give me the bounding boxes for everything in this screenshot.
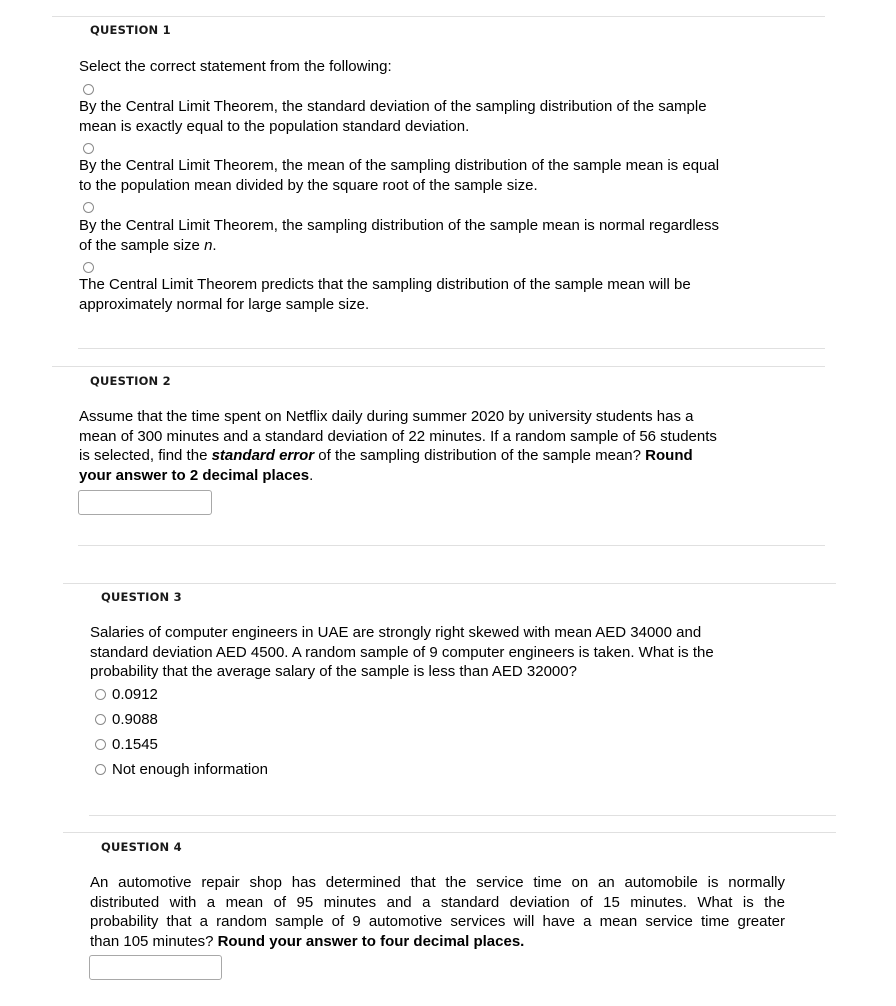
q4-round-instruction: Round your answer to four decimal places.: [217, 932, 525, 950]
q1-option-3-text: [79, 216, 719, 255]
q2-line-4-end: .: [309, 466, 314, 484]
divider: [78, 348, 825, 349]
q3-option-2-text: 0.9088: [112, 711, 158, 728]
q2-line-4: [79, 466, 717, 486]
question-2-prompt: [79, 407, 717, 485]
q1-option-2-text: [79, 156, 719, 195]
q1-option-1-line2: mean is exactly equal to the population standard deviation.: [79, 117, 470, 135]
q1-option-1-radio[interactable]: [83, 84, 94, 95]
q1-option-3-line1: By the Central Limit Theorem, the sampling distribution of the sample mean is normal regardless: [79, 217, 720, 234]
q1-option-4-line2: approximately normal for large sample size.: [79, 295, 370, 313]
q2-line-2: mean of 300 minutes and a standard deviation of 22 minutes. If a random sample of 56 students: [79, 427, 717, 445]
q1-option-2-radio[interactable]: [83, 143, 94, 154]
q1-option-4-line1: The Central Limit Theorem predicts that the sampling distribution of the sample mean will be: [79, 276, 691, 293]
q4-line-2: distributed with a mean of 95 minutes and a standard deviation of 15 minutes. What is the: [90, 893, 785, 911]
q4-line-4: [90, 932, 785, 952]
question-1-label: QUESTION 1: [90, 23, 171, 37]
q4-answer-input[interactable]: [89, 955, 222, 980]
divider: [89, 815, 836, 816]
q3-option-3-text: 0.1545: [112, 736, 158, 753]
q3-option-1-radio[interactable]: [95, 689, 106, 700]
q3-line-1: Salaries of computer engineers in UAE are strongly right skewed with mean AED 34000 and: [90, 624, 702, 641]
divider: [52, 16, 825, 17]
question-3-prompt: [90, 623, 714, 682]
q3-option-4-radio[interactable]: [95, 764, 106, 775]
q1-option-4-radio[interactable]: [83, 262, 94, 273]
q1-option-3-line2-end: .: [212, 236, 217, 254]
q1-option-2-line1: By the Central Limit Theorem, the mean of the sampling distribution of the sample mean is equal: [79, 157, 720, 174]
q4-line-3: probability that a random sample of 9 automotive services will have a mean service time greater: [90, 913, 785, 930]
q2-line-3: [79, 446, 717, 466]
q4-line-1: An automotive repair shop has determined that the service time on an automobile is normally: [90, 874, 785, 891]
divider: [63, 583, 836, 584]
q1-option-3-radio[interactable]: [83, 202, 94, 213]
q1-option-2-line2: to the population mean divided by the square root of the sample size.: [79, 176, 538, 194]
question-4-prompt: [90, 873, 785, 951]
question-2-label: QUESTION 2: [90, 374, 171, 388]
q4-line-4-text: than 105 minutes?: [90, 932, 218, 950]
q2-answer-input[interactable]: [78, 490, 212, 515]
standard-error-emphasis: standard error: [211, 447, 315, 464]
q2-line-1: Assume that the time spent on Netflix daily during summer 2020 by university students has a: [79, 408, 694, 425]
sample-size-variable: n: [204, 236, 213, 254]
q3-line-3: probability that the average salary of the sample is less than AED 32000?: [90, 663, 577, 680]
q3-option-2-radio[interactable]: [95, 714, 106, 725]
q2-round-instruction-cont: your answer to 2 decimal places: [79, 466, 310, 484]
q1-option-1-line1: By the Central Limit Theorem, the standard deviation of the sampling distribution of the sample: [79, 98, 707, 115]
divider: [52, 366, 825, 367]
q1-option-3-line2: [79, 236, 719, 256]
q2-line-3-text-b: of the sampling distribution of the sample mean?: [314, 447, 646, 464]
q1-option-4-text: [79, 275, 691, 314]
q3-option-1-text: 0.0912: [112, 686, 158, 703]
q3-option-3-radio[interactable]: [95, 739, 106, 750]
question-3-label: QUESTION 3: [101, 590, 182, 604]
q1-option-3-line2-text: of the sample size: [79, 236, 205, 254]
q2-round-instruction: Round: [645, 447, 693, 464]
q3-line-2: standard deviation AED 4500. A random sample of 9 computer engineers is taken. What is the: [90, 643, 714, 661]
q3-option-4-text: Not enough information: [112, 761, 268, 778]
question-4-label: QUESTION 4: [101, 840, 182, 854]
divider: [78, 545, 825, 546]
q2-line-3-text: is selected, find the: [79, 447, 212, 464]
question-1-prompt: Select the correct statement from the following:: [79, 58, 392, 75]
q1-option-1-text: [79, 97, 707, 136]
divider: [63, 832, 836, 833]
